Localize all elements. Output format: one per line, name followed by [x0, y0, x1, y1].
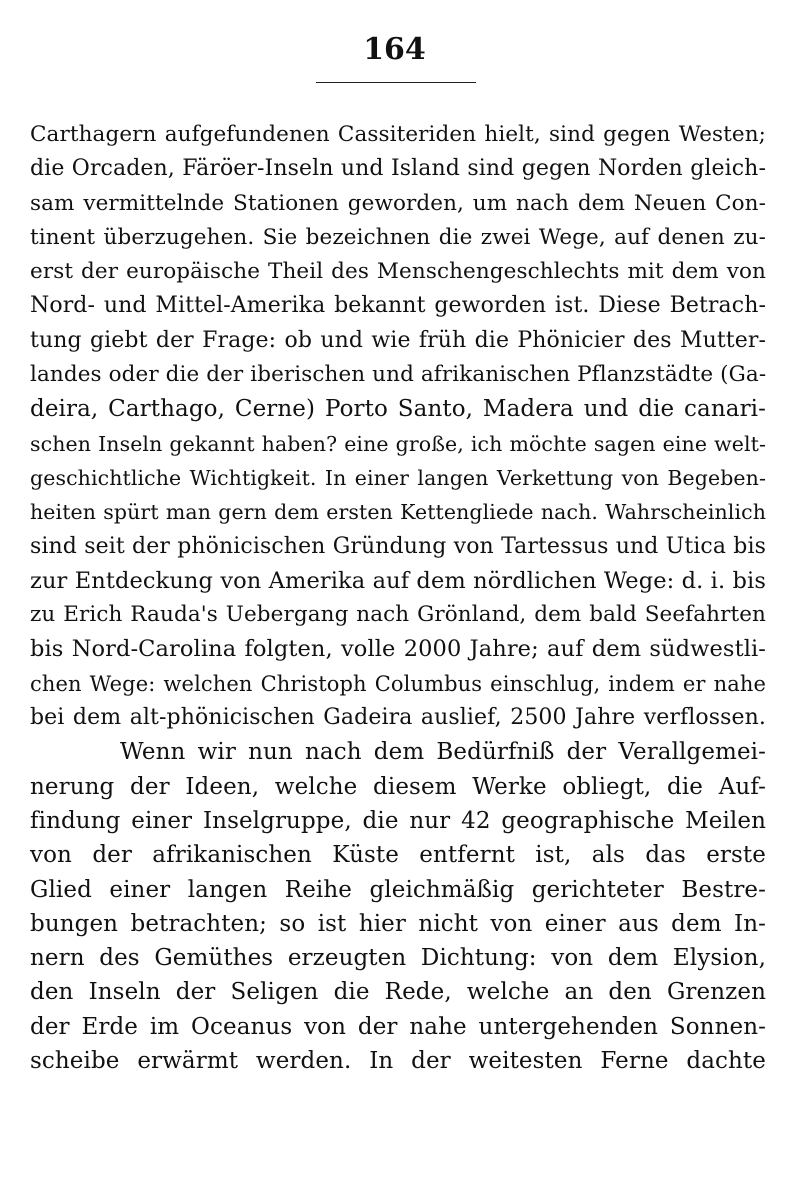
text-line: den Inseln der Seligen die Rede, welche an den Grenzen: [30, 979, 766, 1006]
text-line: Carthagern aufgefundenen Cassiteriden hielt, sind gegen Westen;: [30, 122, 766, 147]
text-line: bungen betrachten; so ist hier nicht von einer aus dem In-: [30, 910, 766, 937]
text-line: nern des Gemüthes erzeugten Dichtung: von dem Elysion,: [30, 945, 766, 972]
text-line: landes oder die der iberischen und afrikanischen Pflanzstädte (Ga-: [30, 362, 767, 388]
text-line: die Orcaden, Färöer-Inseln und Island sind gegen Norden gleich-: [30, 156, 766, 182]
text-line: chen Wege: welchen Christoph Columbus einschlug, indem er nahe: [30, 671, 766, 696]
text-line: findung einer Inselgruppe, die nur 42 geographische Meilen: [30, 807, 766, 834]
text-line: scheibe erwärmt werden. In der weitesten Ferne dachte: [30, 1048, 766, 1075]
text-line: tung giebt der Frage: ob und wie früh die Phönicier des Mutter-: [30, 327, 766, 353]
text-line: sind seit der phönicischen Gründung von Tartessus und Utica bis: [30, 533, 766, 559]
text-line: nerung der Ideen, welche diesem Werke obliegt, die Auf-: [30, 773, 766, 800]
text-line: Nord- und Mittel-Amerika bekannt geworden ist. Diese Betrach-: [30, 293, 766, 319]
text-line: zur Entdeckung von Amerika auf dem nördlichen Wege: d. i. bis: [30, 567, 766, 594]
text-line: der Erde im Oceanus von der nahe untergehenden Sonnen-: [30, 1013, 766, 1040]
text-line: von der afrikanischen Küste entfernt ist, als das erste: [30, 842, 766, 869]
paragraph-start-line: Wenn wir nun nach dem Bedürfniß der Verallgemei-: [120, 739, 766, 766]
text-line: deira, Carthago, Cerne) Porto Santo, Madera und die canari-: [30, 396, 766, 423]
text-line: bis Nord-Carolina folgten, volle 2000 Jahre; auf dem südwestli-: [30, 636, 766, 663]
text-line: tinent überzugehen. Sie bezeichnen die zwei Wege, auf denen zu-: [30, 224, 766, 250]
text-line: geschichtliche Wichtigkeit. In einer langen Verkettung von Begeben-: [30, 465, 766, 490]
header-rule: [316, 82, 476, 83]
text-line: bei dem alt-phönicischen Gadeira auslief, 2500 Jahre verflossen.: [30, 705, 766, 731]
text-line: heiten spürt man gern dem ersten Kettengliede nach. Wahrscheinlich: [30, 500, 766, 525]
text-line: schen Inseln gekannt haben? eine große, ich möchte sagen eine welt-: [30, 431, 766, 456]
text-line: sam vermittelnde Stationen geworden, um nach dem Neuen Con-: [30, 190, 766, 216]
text-line: zu Erich Rauda's Uebergang nach Grönland, dem bald Seefahrten: [30, 602, 766, 628]
body-text: [30, 118, 766, 1078]
page-number: 164: [363, 32, 426, 67]
text-line: erst der europäische Theil des Menschengeschlechts mit dem von: [30, 259, 766, 285]
text-line: Glied einer langen Reihe gleichmäßig gerichteter Bestre-: [30, 876, 766, 903]
